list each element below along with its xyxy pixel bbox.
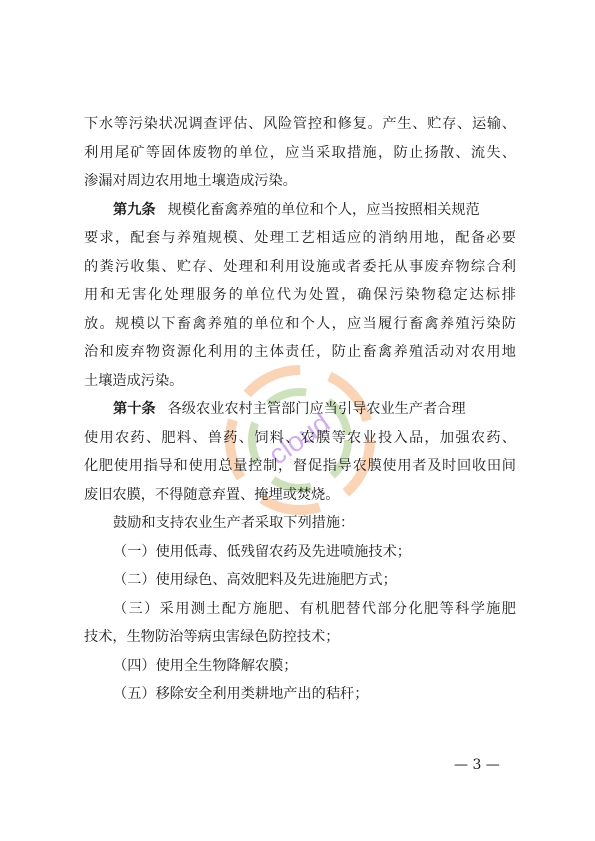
article-10-line-3: 化肥使用指导和使用总量控制，督促指导农膜使用者及时回收田间 [84, 458, 516, 474]
page-number: — 3 — [454, 757, 500, 773]
measure-3-continuation: 技术，生物防治等病虫害绿色防控技术； [84, 629, 340, 645]
measure-3: （三）采用测土配方施肥、有机肥替代部分化肥等科学施肥 [113, 600, 516, 617]
article-9-first-text: 规模化畜禽养殖的单位和个人，应当按照相关规范 [167, 201, 480, 218]
article-10-line-2: 使用农药、肥料、兽药、饲料、农膜等农业投入品，加强农药、 [84, 429, 516, 446]
article-9-line-4: 用和无害化处理服务的单位代为处置，确保污染物稳定达标排 [84, 287, 516, 303]
article-10-first-text: 各级农业农村主管部门应当引导农业生产者合理 [167, 401, 466, 417]
text-line-1: 下水等污染状况调查评估、风险管控和修复。产生、贮存、运输、 [84, 116, 516, 132]
measure-5: （五）移除安全利用类耕地产出的秸秆； [113, 686, 369, 702]
article-9-line-6: 治和废弃物资源化利用的主体责任，防止畜禽养殖活动对农用地 [84, 344, 516, 360]
watermark-text: cloud [262, 406, 336, 471]
text-line-3: 渗漏对周边农用地土壤造成污染。 [84, 173, 297, 189]
article-9-line-2: 要求，配套与养殖规模、处理工艺相适应的消纳用地，配备必要 [84, 230, 516, 246]
article-9-line-7: 土壤造成污染。 [84, 372, 184, 389]
measure-1: （一）使用低毒、低残留农药及先进喷施技术； [113, 543, 411, 560]
article-10-first-line [113, 399, 516, 419]
article-9-heading: 第九条 [113, 201, 156, 218]
measure-4: （四）使用全生物降解农膜； [113, 657, 298, 674]
article-10-heading: 第十条 [113, 401, 156, 417]
article-9-first-line [113, 200, 516, 220]
article-9-line-5: 放。规模以下畜禽养殖的单位和个人，应当履行畜禽养殖污染防 [84, 315, 516, 332]
measure-2: （二）使用绿色、高效肥料及先进施肥方式； [113, 572, 397, 588]
measures-intro: 鼓励和支持农业生产者采取下列措施： [113, 515, 355, 531]
article-10-line-4: 废旧农膜，不得随意弃置、掩埋或焚烧。 [84, 486, 340, 503]
article-9-line-3: 的粪污收集、贮存、处理和利用设施或者委托从事废弃物综合利 [84, 258, 516, 275]
text-line-2: 利用尾矿等固体废物的单位，应当采取措施，防止扬散、流失、 [84, 144, 516, 161]
